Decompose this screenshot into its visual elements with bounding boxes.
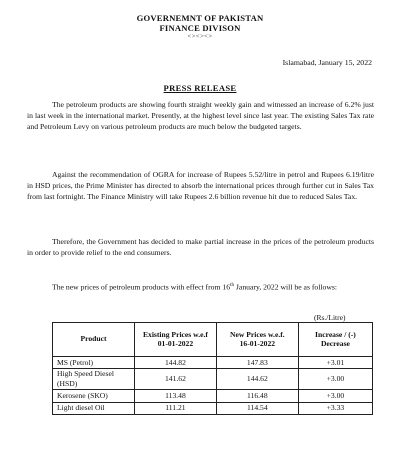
cell-product: MS (Petrol) (53, 357, 135, 369)
intro-text-end: January, 2022 will be as follows: (234, 282, 338, 292)
header-product: Product (53, 323, 135, 357)
table-header-row (53, 323, 373, 357)
unit-label: (Rs./Litre) (314, 313, 346, 322)
intro-text-start: The new prices of petroleum products with effect from 16 (52, 282, 231, 292)
letterhead (0, 13, 400, 41)
header-new (216, 323, 298, 357)
paragraph: The petroleum products are showing fourth straight weekly gain and witnessed an increase of 6.2% just in last week in the international market. Presently, at the highest level since last year. The existing Sales Tax rate and Petroleum Levy on various petroleum products are much below the budgeted targets. (27, 100, 374, 131)
cell-existing: 113.48 (135, 390, 217, 402)
cell-existing: 141.62 (135, 369, 217, 390)
header-existing-date: 01-01-2022 (157, 338, 194, 348)
header-new-date: 16-01-2022 (239, 338, 276, 348)
paragraph: Against the recommendation of OGRA for increase of Rupees 5.52/litre in petrol and Rupees 6.19/litre in HSD prices, the Prime Minister has directed to absorb the international prices through further cut in Sales Tax from last fortnight. The Finance Ministry will take Rupees 2.6 billion revenue hit due to reduced Sales Tax. (27, 170, 374, 201)
table-row (53, 402, 373, 414)
division-name: FINANCE DIVISON (159, 23, 241, 33)
paragraph: Therefore, the Government has decided to make partial increase in the prices of the petroleum products in order to provide relief to the end consumers. (27, 237, 374, 257)
intro-superscript: th (230, 283, 234, 288)
cell-product: Light diesel Oil (53, 402, 135, 414)
cell-product: Kerosene (SKO) (53, 390, 135, 402)
header-change: Increase / (-) Decrease (298, 323, 372, 357)
place-date: Islamabad, January 15, 2022 (282, 58, 372, 67)
header-existing-label: Existing Prices w.e.f (142, 329, 208, 339)
ornament-divider: <><><> (187, 33, 213, 40)
org-name: GOVERNEMNT OF PAKISTAN (136, 13, 264, 23)
cell-change: +3.00 (298, 369, 372, 390)
cell-change: +3.33 (298, 402, 372, 414)
header-new-label: New Prices w.e.f. (230, 329, 285, 339)
table-row (53, 390, 373, 402)
cell-existing: 111.21 (135, 402, 217, 414)
price-table (52, 322, 373, 415)
cell-change: +3.01 (298, 357, 372, 369)
cell-product: High Speed Diesel (HSD) (53, 369, 135, 390)
table-row (53, 369, 373, 390)
intro-paragraph (27, 281, 374, 293)
header-existing (135, 323, 217, 357)
cell-new: 116.48 (216, 390, 298, 402)
cell-existing: 144.82 (135, 357, 217, 369)
table-row (53, 357, 373, 369)
cell-new: 114.54 (216, 402, 298, 414)
cell-change: +3.00 (298, 390, 372, 402)
document-title: PRESS RELEASE (163, 83, 237, 93)
cell-new: 147.83 (216, 357, 298, 369)
cell-new: 144.62 (216, 369, 298, 390)
